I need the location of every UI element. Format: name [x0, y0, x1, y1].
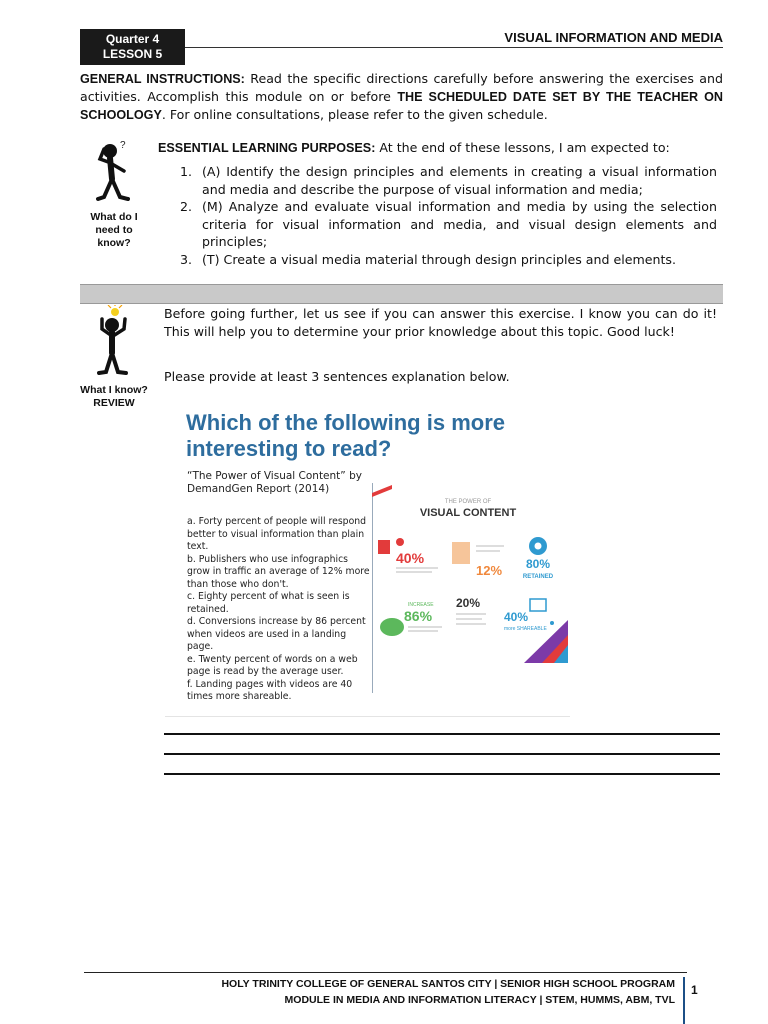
figure1-line3: know? [97, 237, 131, 249]
piggy-bank-icon [380, 618, 404, 636]
list-text: (M) Analyze and evaluate visual information and media by using the selection criteria for visual information and media, and visual design elements and principles; [202, 199, 717, 249]
poster-chart-icon [378, 540, 390, 554]
visual-content-poster [372, 485, 568, 667]
answer-line-1[interactable] [164, 733, 720, 735]
list-text: (A) Identify the design principles and elements in creating a visual information and media and describe the purpose of visual information and media; [202, 164, 717, 197]
footer-rule [84, 972, 687, 973]
section-divider-bar [80, 284, 723, 304]
list-item [180, 251, 717, 269]
list-item [180, 163, 717, 198]
poster-text-line [476, 545, 504, 547]
what-i-know-figure [79, 305, 149, 410]
report-title: “The Power of Visual Content” by DemandGen Report (2014) [187, 470, 362, 495]
footer-divider [683, 977, 685, 1024]
quarter-label: Quarter 4 [105, 32, 160, 46]
report-facts [187, 516, 372, 704]
figure2-line1: What I know? [80, 384, 148, 396]
footer-module: MODULE IN MEDIA AND INFORMATION LITERACY | STEM, HUMMS, ABM, TVL [284, 994, 675, 1006]
footer-school: HOLY TRINITY COLLEGE OF GENERAL SANTOS CITY | SENIOR HIGH SCHOOL PROGRAM [221, 978, 675, 990]
poster-eye-pupil [535, 543, 542, 550]
poster-text-line [456, 613, 486, 615]
general-instructions [80, 70, 723, 124]
poster-head: VISUAL CONTENT [419, 507, 517, 519]
elp-label: ESSENTIAL LEARNING PURPOSES: [158, 141, 376, 155]
infographic-bottom-rule [165, 716, 570, 717]
figure2-label [79, 384, 149, 410]
thinking-person-icon [84, 137, 144, 207]
lesson-label: LESSON 5 [102, 47, 163, 61]
poster-document-icon [452, 542, 470, 564]
fact-item: f. Landing pages with videos are 40 times more shareable. [187, 678, 353, 702]
fact-item: a. Forty percent of people will respond better to visual information than plain text. [187, 516, 367, 552]
list-number: 1. [180, 164, 193, 179]
list-number: 2. [180, 199, 193, 214]
poster-text-line [456, 618, 482, 620]
infographic-title: Which of the following is more interesting to read? [186, 410, 505, 461]
page-number: 1 [691, 983, 698, 997]
figure2-line2: REVIEW [93, 397, 135, 409]
share-icon [550, 621, 554, 625]
instructions-deadline: THE SCHEDULED DATE SET BY THE TEACHER ON SCHOOLOGY [80, 90, 723, 122]
figure1-label [79, 211, 149, 250]
poster-stat-40-visual: 40% [396, 550, 425, 566]
elp-intro: At the end of these lessons, I am expected to: [375, 140, 670, 155]
review-prompt: Please provide at least 3 sentences explanation below. [164, 369, 510, 384]
poster-shareable-label: more SHAREABLE [504, 626, 547, 632]
poster-retained-label: RETAINED [522, 574, 554, 580]
poster-person-icon [396, 538, 404, 546]
instructions-label: GENERAL INSTRUCTIONS: [80, 72, 245, 86]
poster-text-line [396, 571, 432, 573]
poster-text-line [456, 623, 486, 625]
elp-heading [158, 140, 670, 155]
poster-increase-label: INCREASE [408, 602, 434, 608]
poster-text-line [408, 626, 442, 628]
figure1-line2: need to [95, 224, 133, 236]
poster-stat-80: 80% [525, 557, 551, 571]
quarter-lesson-box [80, 29, 185, 65]
answer-line-2[interactable] [164, 753, 720, 755]
fact-item: c. Eighty percent of what is seen is retained. [187, 591, 350, 615]
poster-ribbon-top [372, 485, 392, 497]
poster-stat-86: 86% [404, 608, 433, 624]
header-rule [185, 47, 723, 48]
list-number: 3. [180, 251, 193, 267]
list-item [180, 198, 717, 251]
what-do-i-need-figure [79, 137, 149, 250]
fact-item: b. Publishers who use infographics grow in traffic an average of 12% more than those who don't. [187, 553, 370, 590]
fact-item: e. Twenty percent of words on a web page is read by the average user. [187, 653, 358, 677]
poster-stat-20: 20% [456, 596, 481, 610]
instructions-text-1: Read the specific directions carefully before answering the exercises and activities. Accomplish this module on or before [80, 71, 723, 104]
idea-person-icon [84, 305, 144, 380]
poster-text-line [408, 630, 438, 632]
list-text: (T) Create a visual media material through design principles and elements. [202, 251, 676, 267]
poster-text-line [476, 550, 500, 552]
poster-text-line [396, 567, 438, 569]
poster-stat-40-share: 40% [504, 610, 529, 624]
svg-text:?: ? [120, 140, 126, 151]
poster-small-head: THE POWER OF [444, 499, 492, 505]
fact-item: d. Conversions increase by 86 percent when videos are used in a landing page. [187, 616, 366, 652]
elp-list [180, 163, 717, 268]
subject-title: VISUAL INFORMATION AND MEDIA [504, 30, 723, 45]
figure1-line1: What do I [90, 211, 138, 223]
review-intro: Before going further, let us see if you can answer this exercise. I know you can do it! This will help you to determine your prior knowledge about this topic. Good luck! [164, 306, 717, 339]
answer-line-3[interactable] [164, 773, 720, 775]
poster-stat-12: 12% [476, 563, 503, 578]
poster-video-icon [530, 599, 546, 611]
instructions-text-2: . For online consultations, please refer to the given schedule. [161, 107, 548, 122]
